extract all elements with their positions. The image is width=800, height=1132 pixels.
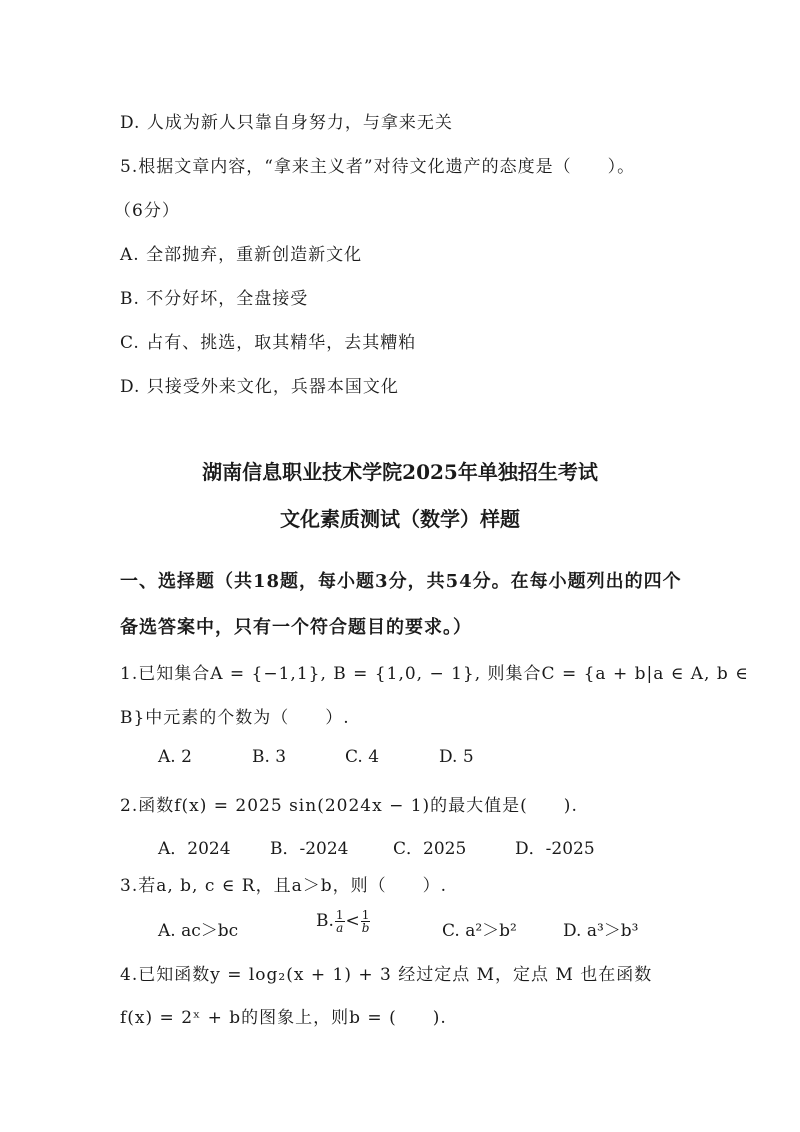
q2-option-b: B．-2024	[270, 839, 349, 859]
q4-stem: 4.已知函数y = log₂(x + 1) + 3 经过定点 M，定点 M 也在函数	[120, 965, 653, 985]
exam-subtitle: 文化素质测试（数学）样题	[280, 507, 520, 531]
q1-option-d: D. 5	[439, 747, 474, 767]
q3-option-d: D. a³＞b³	[563, 921, 639, 941]
q2-option-c: C．2025	[393, 839, 467, 859]
reading-q4-option-d: D. 人成为新人只靠自身努力，与拿来无关	[120, 113, 453, 133]
q3-option-c: C. a²＞b²	[442, 921, 517, 941]
reading-q5-score: （6分）	[114, 201, 180, 221]
q1-option-c: C. 4	[345, 747, 380, 767]
fraction-1-over-b	[361, 909, 371, 934]
fraction-denominator: b	[361, 921, 370, 935]
section-heading: 一、选择题（共18题，每小题3分，共54分。在每小题列出的四个	[120, 571, 682, 592]
reading-q5-stem: 5.根据文章内容，“拿来主义者”对待文化遗产的态度是（ ）。	[120, 157, 636, 177]
reading-q5-option-b: B. 不分好坏，全盘接受	[120, 289, 309, 309]
reading-q5-option-c: C. 占有、挑选，取其精华，去其糟粕	[120, 333, 417, 353]
reading-q5-option-d: D. 只接受外来文化，兵器本国文化	[120, 377, 399, 397]
fraction-1-over-a	[335, 909, 345, 934]
q1-option-a: A. 2	[158, 747, 192, 767]
q1-option-b: B. 3	[252, 747, 287, 767]
q3-option-a: A. ac＞bc	[158, 921, 239, 941]
q4-stem-cont: f(x) = 2ˣ + b的图象上，则b = ( ).	[120, 1008, 447, 1028]
q2-stem: 2.函数f(x) = 2025 sin(2024x − 1)的最大值是( ).	[120, 796, 578, 816]
exam-title: 湖南信息职业技术学院2025年单独招生考试	[202, 460, 598, 484]
q3-option-b-prefix: B.	[316, 911, 334, 931]
q2-option-a: A．2024	[158, 839, 231, 859]
q2-option-d: D．-2025	[515, 839, 595, 859]
q3-option-b-lt: <	[345, 911, 360, 931]
fraction-numerator: 1	[361, 908, 370, 922]
q1-stem-cont: B}中元素的个数为（ ）.	[120, 708, 350, 728]
fraction-denominator: a	[336, 921, 344, 935]
q3-stem: 3.若a, b, c ∈ R，且a＞b，则（ ）.	[120, 876, 447, 896]
fraction-numerator: 1	[335, 908, 344, 922]
reading-q5-option-a: A. 全部抛弃，重新创造新文化	[120, 245, 363, 265]
section-heading-cont: 备选答案中，只有一个符合题目的要求。）	[120, 617, 472, 638]
q1-stem: 1.已知集合A = {−1,1}, B = {1,0, − 1}, 则集合C = {a + b|a ∈ A, b ∈	[120, 664, 749, 684]
q3-option-b	[316, 909, 371, 934]
